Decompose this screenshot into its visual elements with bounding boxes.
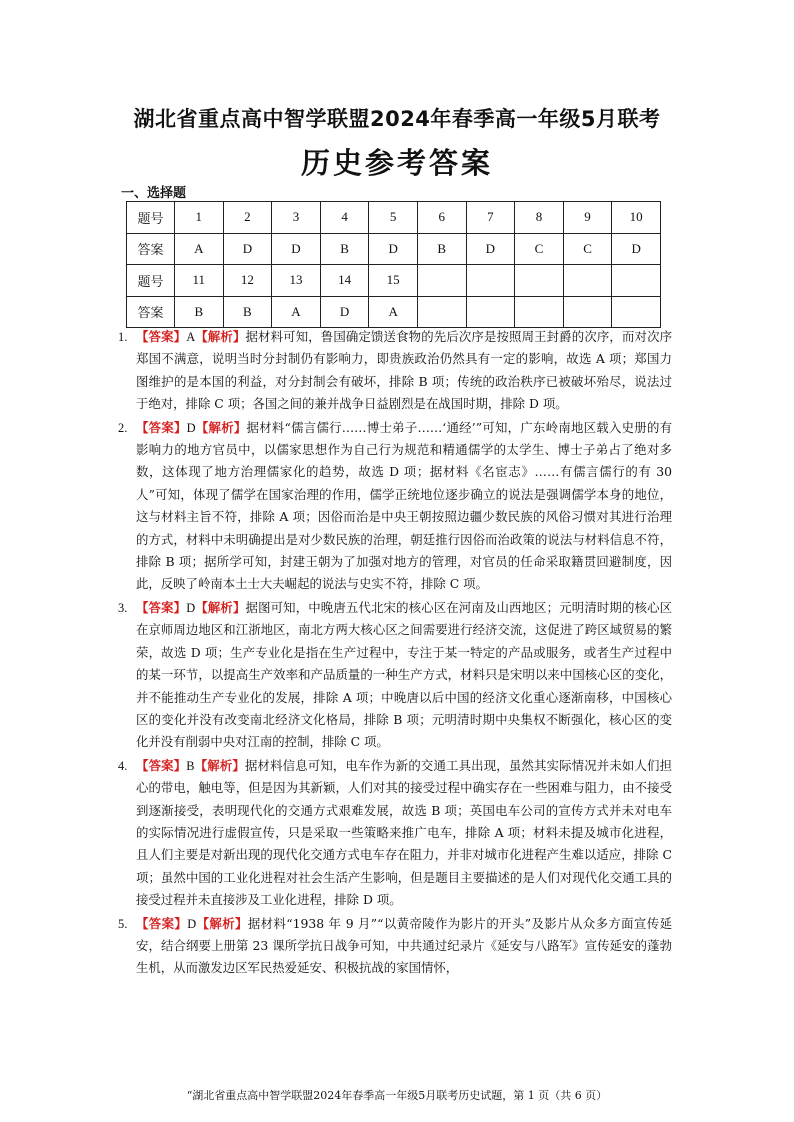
explanation-item xyxy=(112,417,672,596)
analysis-label: 【解析】 xyxy=(196,915,248,931)
item-number: 3. xyxy=(118,600,128,615)
answer-cell: D xyxy=(223,233,272,265)
explanations-list xyxy=(112,326,672,981)
row-label-question: 题号 xyxy=(127,202,175,234)
answer-label: 【答案】 xyxy=(136,599,187,615)
answer-cell: A xyxy=(369,296,418,328)
question-number-cell xyxy=(466,265,515,297)
page-footer: “湖北省重点高中智学联盟2024年春季高一年级5月联考历史试题，第 1 页（共 6 页） xyxy=(186,1089,608,1102)
answer-cell: C xyxy=(563,233,612,265)
item-number: 2. xyxy=(118,420,128,435)
answer-cell xyxy=(612,296,661,328)
question-number-cell xyxy=(515,265,564,297)
section-heading: 一、选择题 xyxy=(121,186,187,201)
question-number-cell: 13 xyxy=(272,265,321,297)
answer-key-title: 历史参考答案 xyxy=(300,146,493,180)
question-number-cell: 8 xyxy=(515,202,564,234)
question-number-cell xyxy=(417,265,466,297)
analysis-label: 【解析】 xyxy=(194,757,245,773)
analysis-text: 据材料信息可知，电车作为新的交通工具出现，虽然其实际情况并未如人们担心的带电，触电等，但是因为其新颖，人们对其的接受过程中确实存在一些困难与阻力，由不接受到逐渐接受，表明现代化的交通方式艰难发展，故选 B 项；英国电车公司的宣传方式并未对电车的实际情况进行虚假宣传，只是采取一些策略来推广电车，排除 A 项；材料未提及城市化进程，且人们主要是对新出现的现代化交通方式电车存在阻力，并非对城市化进程产生难以适应，排除 C 项；虽然中国的工业化进程对社会生活产生影响，但是题目主要描述的是人们对现代化交通工具的接受过程并未直接涉及工业化进程，排除 D 项。 xyxy=(136,757,673,908)
analysis-text: 据材料“1938 年 9 月”“以黄帝陵作为影片的开头”及影片从众多方面宣传延安，结合纲要上册第 23 课所学抗日战争可知，中共通过纪录片《延安与八路军》宣传延安的蓬勃生机，从而激发边区军民热爱延安、积极抗战的家国情怀， xyxy=(136,915,673,976)
question-number-cell: 2 xyxy=(223,202,272,234)
answer-label: 【答案】 xyxy=(136,915,188,931)
answer-letter: A xyxy=(186,330,196,344)
question-number-cell: 5 xyxy=(369,202,418,234)
explanation-item xyxy=(112,597,672,754)
answer-letter: D xyxy=(186,600,196,615)
question-number-cell: 12 xyxy=(223,265,272,297)
question-number-cell xyxy=(612,265,661,297)
answer-cell: D xyxy=(612,233,661,265)
exam-title: 湖北省重点高中智学联盟2024年春季高一年级5月联考 xyxy=(133,107,661,131)
row-label-answer: 答案 xyxy=(127,233,175,265)
answer-row xyxy=(127,233,661,265)
item-number: 1. xyxy=(118,330,128,344)
answer-row xyxy=(127,296,661,328)
answer-label: 【答案】 xyxy=(136,757,187,773)
item-number: 5. xyxy=(118,916,128,931)
answer-cell: D xyxy=(369,233,418,265)
answer-cell: B xyxy=(175,296,224,328)
question-number-cell: 3 xyxy=(272,202,321,234)
question-number-cell: 14 xyxy=(320,265,369,297)
answer-letter: B xyxy=(186,758,195,773)
question-number-cell: 10 xyxy=(612,202,661,234)
question-number-cell: 7 xyxy=(466,202,515,234)
question-number-row xyxy=(127,202,661,234)
answer-cell: A xyxy=(175,233,224,265)
answer-cell xyxy=(466,296,515,328)
answer-table xyxy=(126,201,661,328)
question-number-cell: 9 xyxy=(563,202,612,234)
analysis-label: 【解析】 xyxy=(195,599,246,615)
answer-cell: A xyxy=(272,296,321,328)
question-number-cell: 15 xyxy=(369,265,418,297)
row-label-question: 题号 xyxy=(127,265,175,297)
analysis-text: 据材料可知，鲁国确定馈送食物的先后次序是按照周王封爵的次序，而对次序郑国不满意，说明当时分封制仍有影响力，即贵族政治仍然具有一定的影响，故选 A 项；郑国力图维护的是本国的利益，对分封制会有破坏，排除 B 项；传统的政治秩序已被破坏殆尽，说法过于绝对，排除 C 项；各国之间的兼并战争日益剧烈是在战国时期，排除 D 项。 xyxy=(136,329,673,412)
analysis-label: 【解析】 xyxy=(195,329,246,344)
row-label-answer: 答案 xyxy=(127,296,175,328)
question-number-cell: 11 xyxy=(175,265,224,297)
answer-label: 【答案】 xyxy=(136,419,187,435)
analysis-text: 据图可知，中晚唐五代北宋的核心区在河南及山西地区；元明清时期的核心区在京师周边地区和江浙地区，南北方两大核心区之间需要进行经济交流，这促进了跨区域贸易的繁荣，故选 D 项；生产专业化是指在生产过程中，专注于某一特定的产品或服务，或者生产过程中的某一环节，以提高生产效率和产品质量的一种生产方式，材料只是宋明以来中国核心区的变化，并不能推动生产专业化的发展，排除 A 项；中晚唐以后中国的经济文化重心逐渐南移，中国核心区的变化并没有改变南北经济文化格局，排除 B 项；元明清时期中央集权不断强化，核心区的变化并没有削弱中央对江南的控制，排除 C 项。 xyxy=(136,599,673,750)
analysis-text: 据材料“儒言儒行……博士弟子……‘通经’”可知，广东岭南地区载入史册的有影响力的地方官员中，以儒家思想作为自己行为规范和精通儒学的太学生、博士子弟占了绝对多数，这体现了地方治理儒家化的趋势，故选 D 项；据材料《名宦志》……有儒言儒行的有 30 人”可知，体现了儒学在国家治理的作用，儒学正统地位逐步确立的说法是强调儒学本身的地位，这与材料主旨不符，排除 A 项；因俗而治是中央王朝按照边疆少数民族的风俗习惯对其进行治理的方式，材料中未明确提出是对少数民族的治理，朝廷推行因俗而治政策的说法与材料信息不符，排除 B 项；据所学可知，封建王朝为了加强对地方的管理，对官员的任命采取籍贯回避制度，因此，反映了岭南本土士大夫崛起的说法与史实不符，排除 C 项。 xyxy=(136,419,673,592)
answer-label: 【答案】 xyxy=(136,329,187,344)
item-number: 4. xyxy=(118,758,128,773)
question-number-cell: 4 xyxy=(320,202,369,234)
answer-cell: D xyxy=(320,296,369,328)
explanation-item xyxy=(112,913,672,980)
answer-cell xyxy=(417,296,466,328)
answer-letter: D xyxy=(187,916,197,931)
answer-cell: D xyxy=(272,233,321,265)
answer-cell xyxy=(563,296,612,328)
question-number-cell: 1 xyxy=(175,202,224,234)
answer-cell: B xyxy=(320,233,369,265)
answer-cell: B xyxy=(417,233,466,265)
question-number-cell: 6 xyxy=(417,202,466,234)
explanation-item xyxy=(112,755,672,912)
question-number-cell xyxy=(563,265,612,297)
analysis-label: 【解析】 xyxy=(195,419,247,435)
explanation-item xyxy=(112,326,672,416)
answer-letter: D xyxy=(186,420,196,435)
answer-cell xyxy=(515,296,564,328)
question-number-row xyxy=(127,265,661,297)
answer-cell: C xyxy=(515,233,564,265)
answer-cell: D xyxy=(466,233,515,265)
answer-cell: B xyxy=(223,296,272,328)
